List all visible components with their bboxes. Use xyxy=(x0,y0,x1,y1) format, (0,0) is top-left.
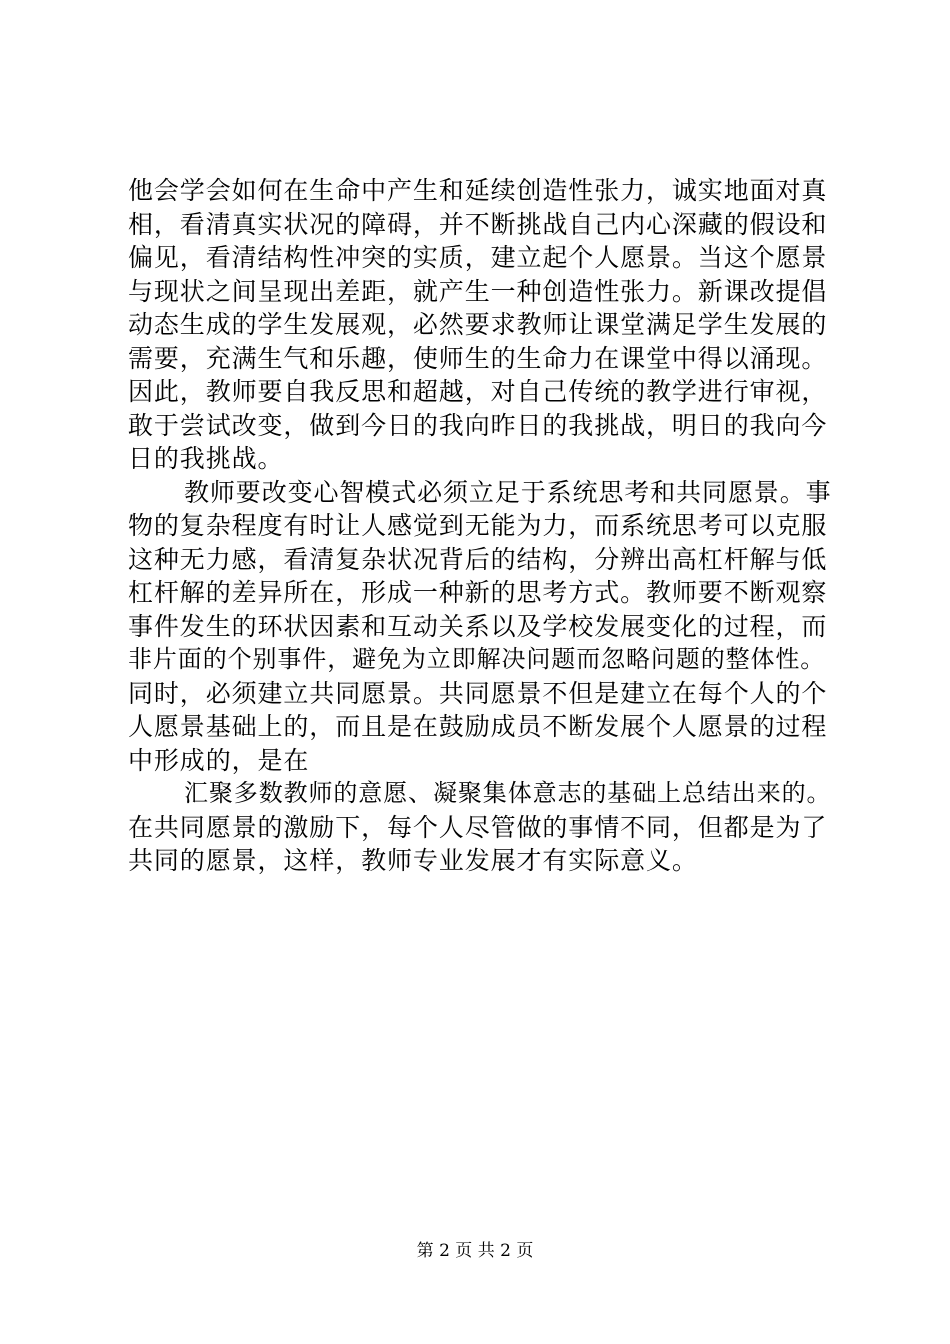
text-line: 人愿景基础上的，而且是在鼓励成员不断发展个人愿景的过程 xyxy=(128,712,828,741)
text-line: 需要，充满生气和乐趣，使师生的生命力在课堂中得以涌现。 xyxy=(128,343,828,373)
text-line: 物的复杂程度有时让人感觉到无能为力，而系统思考可以克服 xyxy=(128,511,828,540)
body-text xyxy=(128,174,834,878)
text-line: 这种无力感，看清复杂状况背后的结构，分辨出高杠杆解与低 xyxy=(128,544,828,574)
text-line: 非片面的个别事件，避免为立即解决问题而忽略问题的整体性。 xyxy=(128,645,826,673)
text-line: 杠杆解的差异所在，形成一种新的思考方式。教师要不断观察 xyxy=(128,578,828,607)
text-line: 相，看清真实状况的障碍，并不断挑战自己内心深藏的假设和 xyxy=(128,209,828,239)
text-line: 日的我挑战。 xyxy=(128,444,284,473)
text-line: 偏见，看清结构性冲突的实质，建立起个人愿景。当这个愿景 xyxy=(128,243,828,272)
text-line: 同时，必须建立共同愿景。共同愿景不但是建立在每个人的个 xyxy=(128,678,828,708)
page-number-label: 第 2 页 共 2 页 xyxy=(416,1241,534,1261)
text-line: 事件发生的环状因素和互动关系以及学校发展变化的过程，而 xyxy=(128,611,828,641)
text-line: 动态生成的学生发展观，必然要求教师让课堂满足学生发展的 xyxy=(128,310,828,339)
text-line: 敢于尝试改变，做到今日的我向昨日的我挑战，明日的我向今 xyxy=(128,410,828,440)
text-line: 共同的愿景，这样，教师专业发展才有实际意义。 xyxy=(128,846,698,875)
text-line: 他会学会如何在生命中产生和延续创造性张力，诚实地面对真 xyxy=(128,176,828,205)
text-line: 与现状之间呈现出差距，就产生一种创造性张力。新课改提倡 xyxy=(128,276,828,306)
text-line: 在共同愿景的激励下，每个人尽管做的事情不同，但都是为了 xyxy=(128,812,828,842)
paragraph-start-line: 教师要改变心智模式必须立足于系统思考和共同愿景。事 xyxy=(184,477,832,507)
text-line: 因此，教师要自我反思和超越，对自己传统的教学进行审视， xyxy=(128,377,828,406)
text-line: 中形成的，是在 xyxy=(128,745,310,775)
paragraph-start-line: 汇聚多数教师的意愿、凝聚集体意志的基础上总结出来的。 xyxy=(184,779,832,807)
page-footer xyxy=(0,1240,950,1262)
